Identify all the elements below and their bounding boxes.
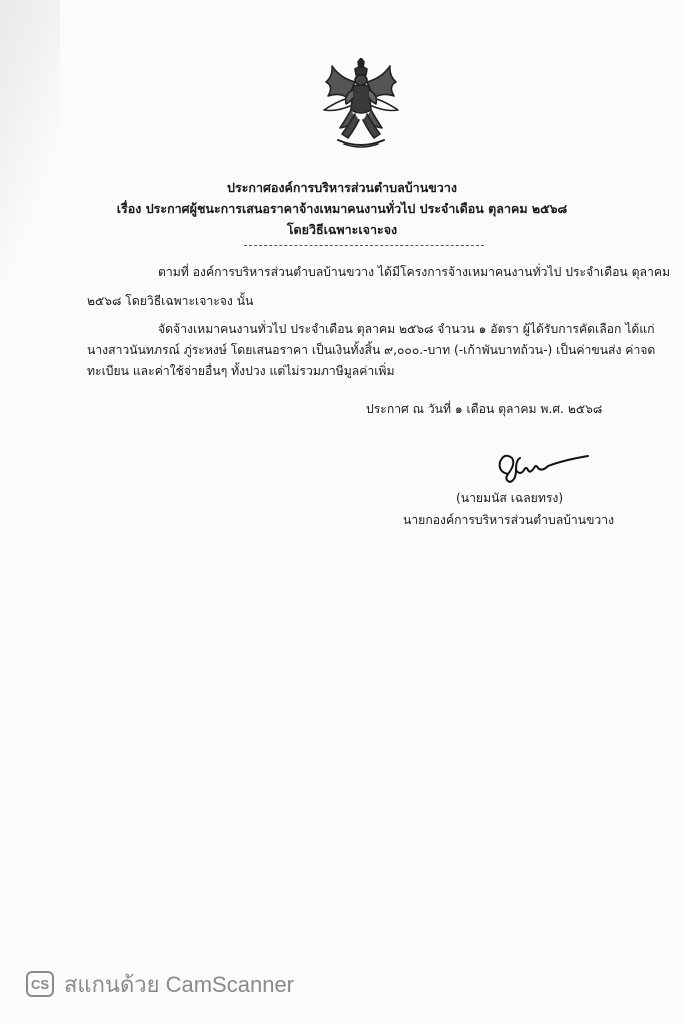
paragraph-2-line-2: นางสาวนันทภรณ์ ภู่ระหงษ์ โดยเสนอราคา เป็นเงินทั้งสิ้น ๙,๐๐๐.-บาท (-เก้าพันบาทถ้วน-) เป็นค่าขนส่ง ค่าจด	[87, 343, 656, 357]
signer-position: นายกองค์การบริหารส่วนตำบลบ้านขวาง	[403, 513, 615, 527]
camscanner-logo-icon: CS	[26, 971, 54, 997]
paragraph-1-line-2: ๒๕๖๘ โดยวิธีเฉพาะเจาะจง นั้น	[87, 294, 254, 308]
announcement-subject: เรื่อง ประกาศผู้ชนะการเสนอราคาจ้างเหมาคนงานทั่วไป ประจำเดือน ตุลาคม ๒๕๖๘	[116, 201, 568, 216]
watermark-text: สแกนด้วย CamScanner	[64, 971, 295, 997]
announce-date: ประกาศ ณ วันที่ ๑ เดือน ตุลาคม พ.ศ. ๒๕๖๘	[366, 402, 603, 416]
camscanner-watermark	[26, 970, 294, 998]
procurement-method: โดยวิธีเฉพาะเจาะจง	[286, 222, 398, 237]
garuda-emblem-icon	[318, 58, 404, 150]
signature-icon	[494, 450, 592, 490]
paragraph-2-line-3: ทะเบียน และค่าใช้จ่ายอื่นๆ ทั้งปวง แต่ไม่รวมภาษีมูลค่าเพิ่ม	[87, 364, 395, 378]
header-divider	[244, 245, 484, 246]
announcement-title: ประกาศองค์การบริหารส่วนตำบลบ้านขวาง	[227, 180, 457, 195]
paragraph-1-line-1: ตามที่ องค์การบริหารส่วนตำบลบ้านขวาง ได้มีโครงการจ้างเหมาคนงานทั่วไป ประจำเดือน ตุลาคม	[158, 265, 671, 279]
signer-name: (นายมนัส เฉลยทรง)	[456, 491, 564, 505]
paragraph-2-line-1: จัดจ้างเหมาคนงานทั่วไป ประจำเดือน ตุลาคม ๒๕๖๘ จำนวน ๑ อัตรา ผู้ได้รับการคัดเลือก ได้แก่	[158, 322, 655, 336]
